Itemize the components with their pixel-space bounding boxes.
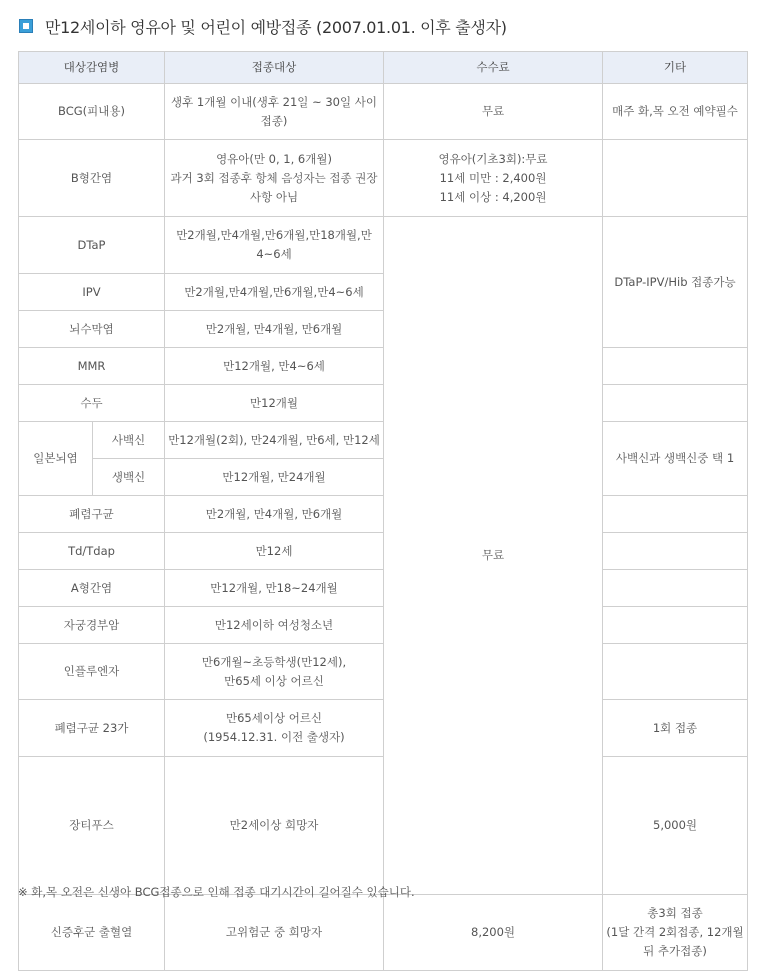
table-row — [19, 84, 748, 140]
table-row — [19, 607, 748, 644]
cell-fee-merged: 무료 — [384, 217, 603, 895]
cell-fee: 8,200원 — [384, 895, 603, 971]
cell-disease: 자궁경부암 — [19, 607, 165, 644]
table-row — [19, 422, 748, 459]
cell-fee: 5,000원 — [603, 757, 748, 895]
cell-etc — [603, 140, 748, 217]
cell-etc — [603, 570, 748, 607]
header-etc: 기타 — [603, 52, 748, 84]
cell-disease: DTaP — [19, 217, 165, 274]
table-row — [19, 757, 748, 895]
cell-disease: B형간염 — [19, 140, 165, 217]
table-row — [19, 217, 748, 274]
table-row — [19, 385, 748, 422]
cell-target: 만12세이하 여성청소년 — [165, 607, 384, 644]
cell-etc: DTaP-IPV/Hib 접종가능 — [603, 217, 748, 348]
cell-fee: 무료 — [384, 84, 603, 140]
cell-disease: A형간염 — [19, 570, 165, 607]
square-bullet-icon — [19, 19, 33, 33]
page-title: 만12세이하 영유아 및 어린이 예방접종 (2007.01.01. 이후 출생자) — [45, 18, 507, 37]
cell-etc — [603, 496, 748, 533]
table-row — [19, 348, 748, 385]
cell-disease: 장티푸스 — [19, 757, 165, 895]
table-row — [19, 700, 748, 757]
cell-target: 생후 1개월 이내(생후 21일 ~ 30일 사이 접종) — [165, 84, 384, 140]
cell-target: 만2개월,만4개월,만6개월,만4~6세 — [165, 274, 384, 311]
cell-target: 만2개월,만4개월,만6개월,만18개월,만4~6세 — [165, 217, 384, 274]
cell-disease: 일본뇌염 — [19, 422, 93, 496]
cell-disease: 인플루엔자 — [19, 644, 165, 700]
cell-etc: 매주 화,목 오전 예약필수 — [603, 84, 748, 140]
cell-target: 만2개월, 만4개월, 만6개월 — [165, 496, 384, 533]
cell-etc: 1회 접종 — [603, 700, 748, 757]
table-row — [19, 533, 748, 570]
cell-disease: BCG(피내용) — [19, 84, 165, 140]
cell-etc: 총3회 접종 (1달 간격 2회접종, 12개월 뒤 추가접종) — [603, 895, 748, 971]
cell-etc — [603, 348, 748, 385]
table-row — [19, 644, 748, 700]
cell-target: 만12개월(2회), 만24개월, 만6세, 만12세 — [165, 422, 384, 459]
table-row — [19, 496, 748, 533]
cell-target: 만65세이상 어르신 (1954.12.31. 이전 출생자) — [165, 700, 384, 757]
cell-disease: 폐렴구균 — [19, 496, 165, 533]
cell-disease: 폐렴구균 23가 — [19, 700, 165, 757]
cell-etc — [603, 385, 748, 422]
cell-disease: MMR — [19, 348, 165, 385]
cell-target: 영유아(만 0, 1, 6개월) 과거 3회 접종후 항체 음성자는 접종 권장사항 아님 — [165, 140, 384, 217]
cell-target: 고위험군 중 희망자 — [165, 895, 384, 971]
footnote: ※ 화,목 오전은 신생아 BCG접종으로 인해 접종 대기시간이 길어질수 있습니다. — [18, 885, 415, 899]
cell-target: 만2세이상 희망자 — [165, 757, 384, 895]
cell-etc: 사백신과 생백신중 택 1 — [603, 422, 748, 496]
cell-target: 만12개월, 만24개월 — [165, 459, 384, 496]
cell-fee: 영유아(기초3회):무료 11세 미만 : 2,400원 11세 이상 : 4,200원 — [384, 140, 603, 217]
cell-target: 만12세 — [165, 533, 384, 570]
cell-disease: Td/Tdap — [19, 533, 165, 570]
cell-etc — [603, 533, 748, 570]
cell-disease: IPV — [19, 274, 165, 311]
cell-target: 만6개월~초등학생(만12세), 만65세 이상 어르신 — [165, 644, 384, 700]
cell-subtype: 생백신 — [93, 459, 165, 496]
header-fee: 수수료 — [384, 52, 603, 84]
table-row — [19, 570, 748, 607]
title-bar — [0, 0, 760, 40]
header-disease: 대상감염병 — [19, 52, 165, 84]
cell-disease: 뇌수막염 — [19, 311, 165, 348]
cell-disease: 수두 — [19, 385, 165, 422]
cell-disease: 신증후군 출혈열 — [19, 895, 165, 971]
table-header-row — [19, 52, 748, 84]
table-row — [19, 140, 748, 217]
cell-target: 만12개월, 만18~24개월 — [165, 570, 384, 607]
cell-target: 만12개월, 만4~6세 — [165, 348, 384, 385]
cell-subtype: 사백신 — [93, 422, 165, 459]
cell-target: 만12개월 — [165, 385, 384, 422]
cell-etc — [603, 644, 748, 700]
vaccination-table — [18, 51, 748, 971]
cell-target: 만2개월, 만4개월, 만6개월 — [165, 311, 384, 348]
table-row — [19, 895, 748, 971]
header-target: 접종대상 — [165, 52, 384, 84]
cell-etc — [603, 607, 748, 644]
